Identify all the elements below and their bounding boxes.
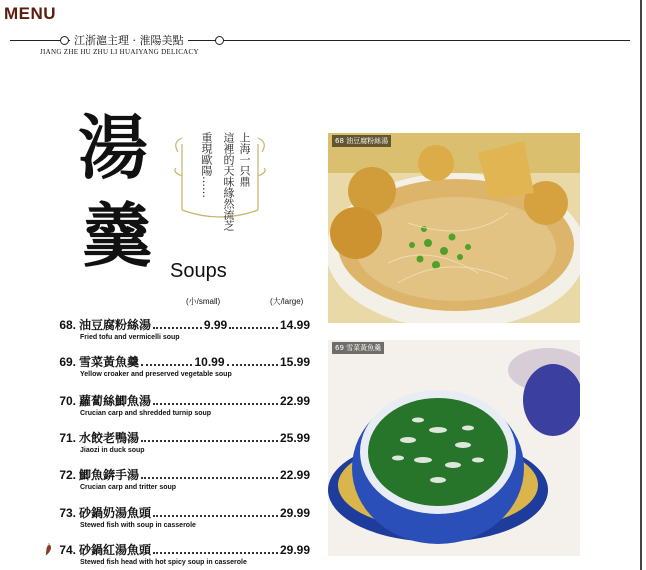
menu-item-70 xyxy=(40,392,310,417)
item-description: Fried tofu and vermicelli soup xyxy=(80,334,180,341)
item-price: 29.99 xyxy=(279,543,310,557)
menu-item-72 xyxy=(40,466,310,491)
header-english-subtitle: JIANG ZHE HU ZHU LI HUAIYANG DELICACY xyxy=(40,48,199,56)
photo-label: 68 油豆腐粉絲湯 xyxy=(332,135,391,147)
calligraphy-title xyxy=(74,100,170,270)
menu-item-74 xyxy=(40,541,310,566)
header-chinese-subtitle: 江浙滬主理 · 淮陽美點 xyxy=(70,32,188,48)
item-description: Crucian carp and tritter soup xyxy=(80,484,177,491)
menu-item-68 xyxy=(40,316,310,341)
poem-ornament xyxy=(170,132,270,222)
item-price: 22.99 xyxy=(279,394,310,408)
item-name-chinese: 鯽魚錛手湯 xyxy=(79,468,140,482)
item-price-large: 15.99 xyxy=(279,355,311,369)
poem-line-1: 上海一只鼎 xyxy=(238,132,251,187)
item-description: Stewed fish head with hot spicy soup in casserole xyxy=(80,559,247,566)
poem-line-3: 重現歐陽…… xyxy=(200,132,213,198)
item-number: 71. xyxy=(59,431,76,445)
item-price-large: 14.99 xyxy=(279,318,310,332)
item-name-chinese: 砂鍋奶湯魚頭 xyxy=(79,506,152,520)
item-number: 70. xyxy=(59,394,76,408)
photo-yellow-croaker-soup-image xyxy=(328,340,580,556)
leader-dots xyxy=(153,327,202,329)
item-description: Crucian carp and shredded turnip soup xyxy=(80,410,212,417)
item-name-chinese: 蘿蔔絲鯽魚湯 xyxy=(79,394,152,408)
item-description: Stewed fish with soup in casserole xyxy=(80,522,196,529)
item-name-chinese: 砂鍋紅湯魚頭 xyxy=(79,543,152,557)
item-name-chinese: 雪菜黃魚羹 xyxy=(79,355,140,369)
poem-line-2: 這裡的天味緣然流芝 xyxy=(222,132,235,231)
leader-dots xyxy=(229,327,278,329)
item-number: 74. xyxy=(59,543,76,557)
item-description: Yellow croaker and preserved vegetable soup xyxy=(80,371,232,378)
item-name-chinese: 油豆腐粉絲湯 xyxy=(79,318,152,332)
item-price-small: 10.99 xyxy=(194,355,225,369)
photo-yellow-croaker-soup xyxy=(328,340,580,556)
item-number: 73. xyxy=(59,506,76,520)
item-price: 29.99 xyxy=(279,506,310,520)
item-price-small: 9.99 xyxy=(203,318,228,332)
item-price: 25.99 xyxy=(279,431,310,445)
menu-item-73 xyxy=(40,504,310,529)
header-ornament-left xyxy=(60,36,69,45)
leader-dots xyxy=(153,403,278,405)
menu-title: MENU xyxy=(4,4,57,23)
leader-dots xyxy=(141,477,278,479)
photo-tofu-vermicelli-soup xyxy=(328,133,580,323)
leader-dots xyxy=(153,515,278,517)
menu-item-69 xyxy=(40,353,310,378)
calligraphy-char-1: 湯 xyxy=(78,106,148,189)
item-price: 22.99 xyxy=(279,468,310,482)
photo-label: 69 雪菜黃魚羹 xyxy=(332,342,384,354)
leader-dots xyxy=(141,364,192,366)
item-number: 69. xyxy=(59,355,76,369)
page-right-border xyxy=(640,0,642,570)
leader-dots xyxy=(227,364,278,366)
column-header-large: (大/large) xyxy=(270,297,304,306)
section-title-english: Soups xyxy=(170,260,227,282)
column-header-small: (小/small) xyxy=(186,297,221,306)
item-description: Jiaozi in duck soup xyxy=(80,447,145,454)
item-number: 68. xyxy=(59,318,76,332)
item-number: 72. xyxy=(59,468,76,482)
menu-item-71 xyxy=(40,429,310,454)
header-ornament-right xyxy=(215,36,224,45)
item-name-chinese: 水餃老鴨湯 xyxy=(79,431,140,445)
leader-dots xyxy=(153,552,278,554)
leader-dots xyxy=(141,440,278,442)
photo-tofu-vermicelli-soup-image xyxy=(328,133,580,323)
calligraphy-char-2: 羹 xyxy=(82,194,152,270)
